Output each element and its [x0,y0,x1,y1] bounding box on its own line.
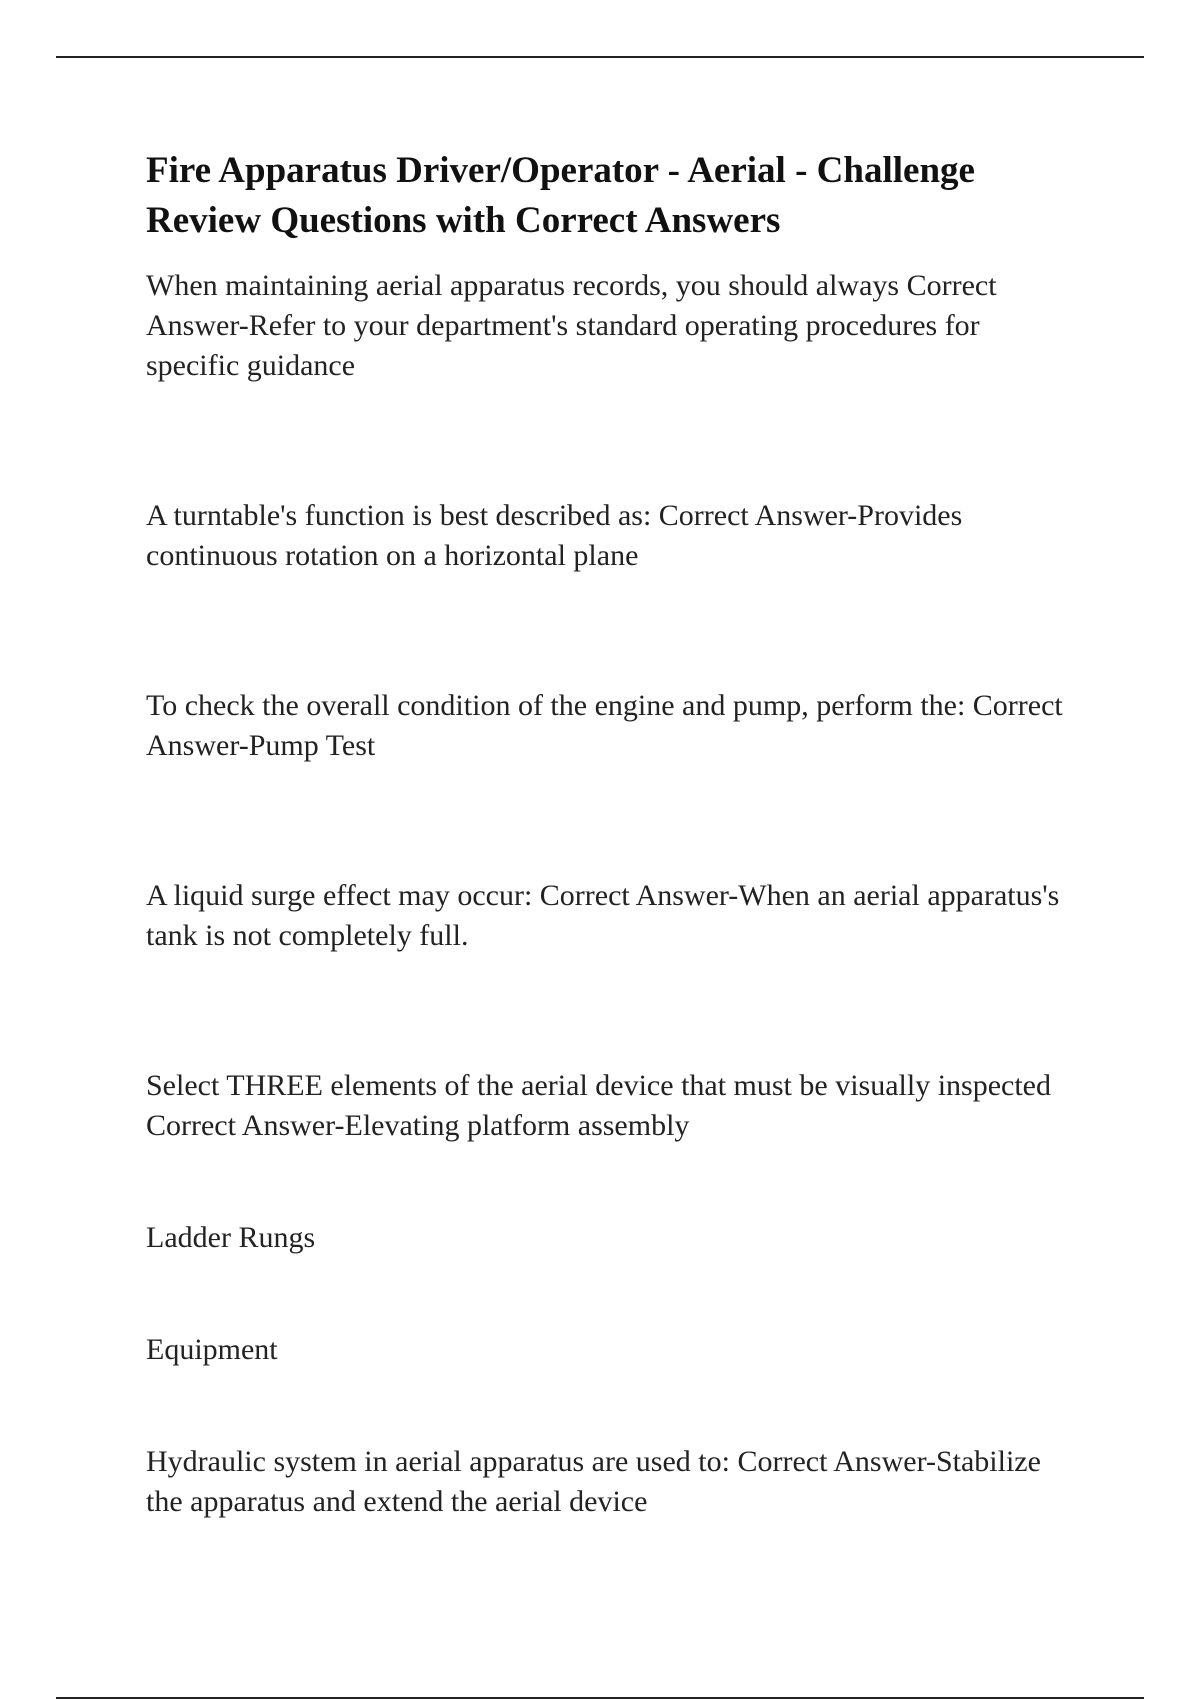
question-answer-3: To check the overall condition of the engine and pump, perform the: Correct Answer-Pump Test [146,689,1063,762]
question-answer-2: A turntable's function is best described as: Correct Answer-Provides continuous rotation on a horizontal plane [146,499,963,572]
question-answer-5: Select THREE elements of the aerial device that must be visually inspected Correct Answer-Elevating platform assembly [146,1069,1051,1142]
document-body [146,146,1076,1522]
question-answer-1: When maintaining aerial apparatus records, you should always Correct Answer-Refer to your department's standard operating procedures for specific guidance [146,269,997,382]
document-title: Fire Apparatus Driver/Operator - Aerial - Challenge Review Questions with Correct Answers [146,150,975,241]
top-divider [56,56,1144,58]
answer-item-equipment: Equipment [146,1333,278,1366]
question-answer-6: Hydraulic system in aerial apparatus are used to: Correct Answer-Stabilize the apparatus and extend the aerial device [146,1445,1041,1518]
bottom-divider [56,1697,1144,1699]
answer-item-ladder-rungs: Ladder Rungs [146,1221,316,1254]
question-answer-4: A liquid surge effect may occur: Correct Answer-When an aerial apparatus's tank is not completely full. [146,879,1060,952]
